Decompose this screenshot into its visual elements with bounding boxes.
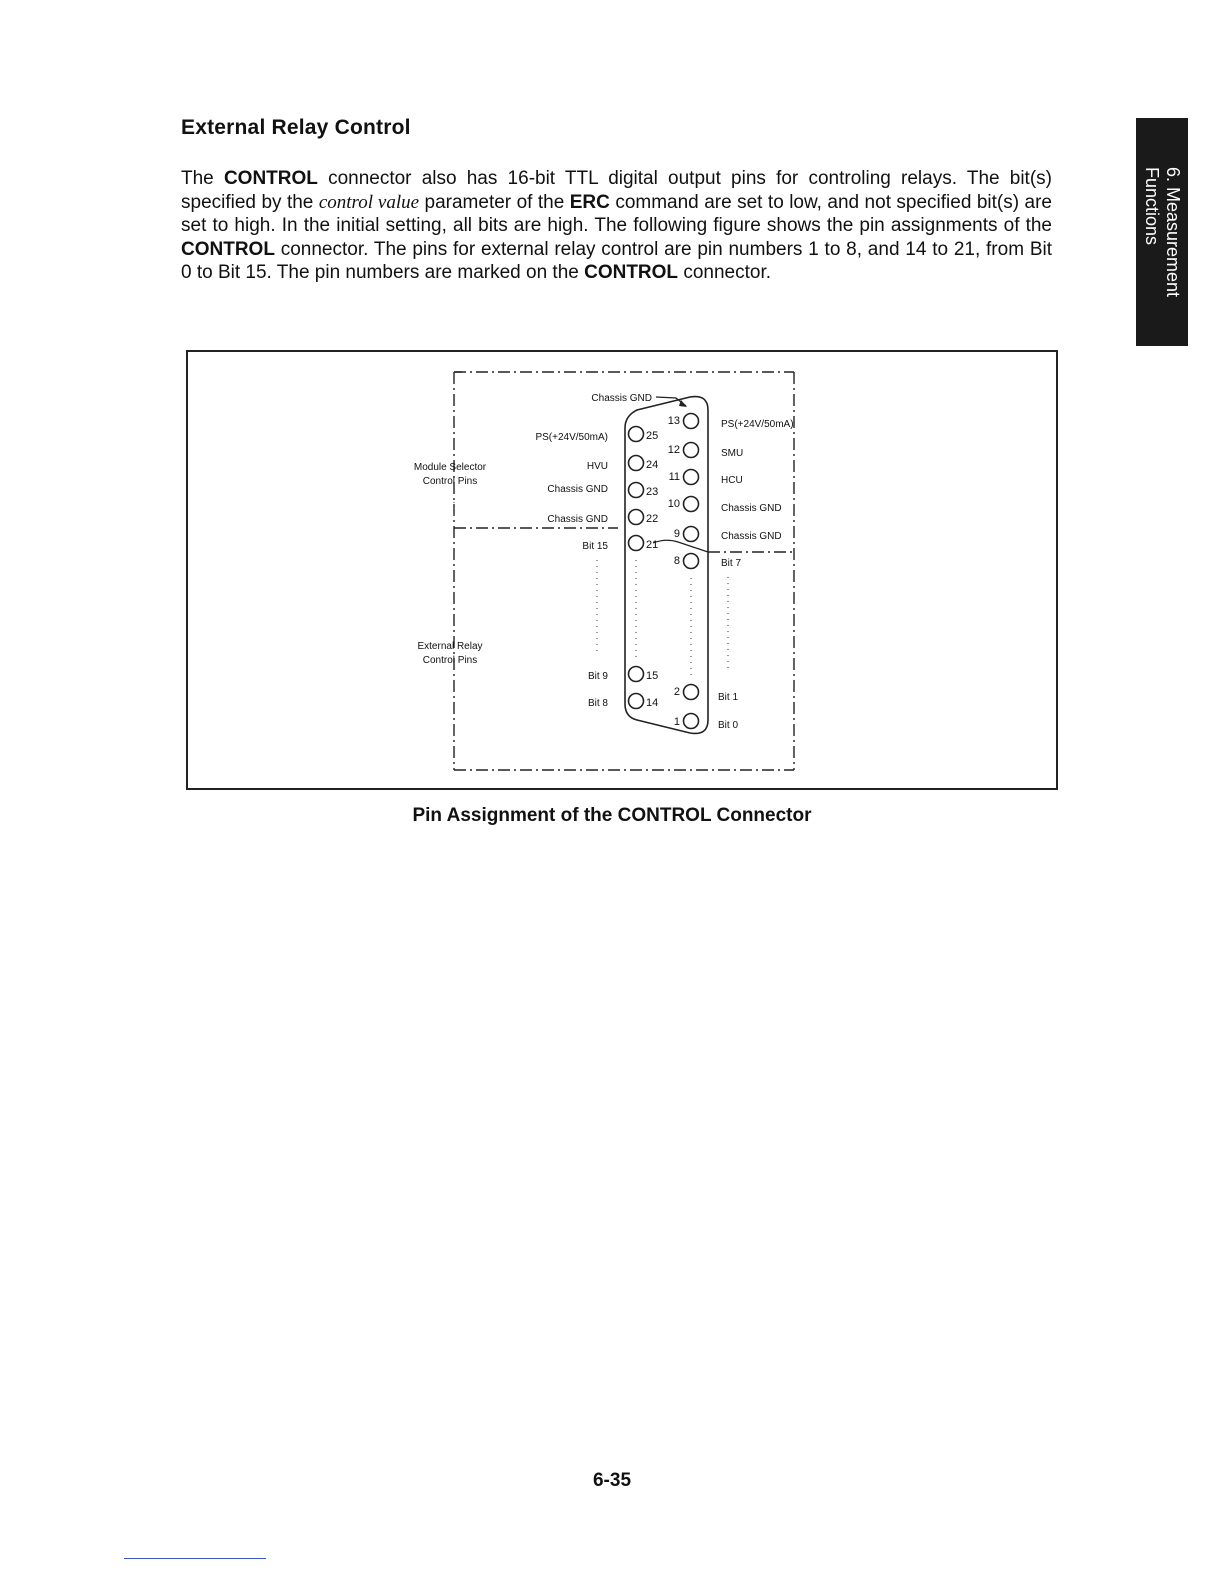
- pin-number-9: 9: [673, 528, 680, 540]
- label-chassis-gnd-top: Chassis GND: [591, 393, 652, 404]
- right-signal-labels: [718, 419, 794, 731]
- pin-9: [684, 527, 699, 542]
- pin-8: [684, 554, 699, 569]
- pin-number-14: 14: [646, 697, 659, 709]
- pin-number-15: 15: [646, 670, 659, 682]
- pin-1: [684, 714, 699, 729]
- pin-number-13: 13: [667, 415, 680, 427]
- page-number: 6-35: [592, 1470, 632, 1491]
- pin-21: [629, 536, 644, 551]
- pin-number-10: 10: [667, 498, 680, 510]
- pin-11: [684, 470, 699, 485]
- label-module-selector-2: Control Pins: [422, 476, 478, 487]
- para-bold-control-1: CONTROL: [223, 168, 318, 189]
- para-text-5: connector. The pins for external relay control are pin numbers 1 to 8, and 14 to 21, from Bit 0 to Bit 15. The pin numbers are marked on the: [181, 238, 1052, 283]
- intro-paragraph: [181, 167, 1052, 285]
- figure-frame: [186, 350, 1058, 790]
- label-ps-right: PS(+24V/50mA): [721, 419, 794, 430]
- para-text-3: parameter of the: [419, 191, 570, 213]
- pin-number-12: 12: [667, 444, 680, 456]
- group-labels: [414, 462, 487, 666]
- label-bit1: Bit 1: [718, 692, 739, 703]
- section-heading: External Relay Control: [181, 116, 411, 139]
- para-text-2: connector also has 16-bit TTL digital output pins for controling relays. The bit(s) specified by the: [181, 168, 1052, 213]
- label-chassis-gnd-23: Chassis GND: [547, 484, 608, 495]
- para-bold-control-3: CONTROL: [584, 262, 679, 283]
- connector-shell: [625, 397, 708, 734]
- para-italic-control-value: control value: [318, 191, 420, 213]
- right-pins: [684, 414, 699, 729]
- divider-crossover: [653, 540, 708, 552]
- para-text-4: command are set to low, and not specified bit(s) are set to high. In the initial setting, all bits are high. The following figure shows the pin assignments of the: [181, 191, 1052, 236]
- pin-15: [629, 667, 644, 682]
- pin-numbers: [646, 415, 680, 728]
- pin-2: [684, 685, 699, 700]
- label-chassis-gnd-9: Chassis GND: [721, 531, 782, 542]
- label-bit9: Bit 9: [587, 671, 608, 682]
- label-hvu: HVU: [586, 461, 608, 472]
- chapter-tab-line1: 6. Measurement: [1163, 166, 1183, 298]
- pin-10: [684, 497, 699, 512]
- pin-25: [629, 427, 644, 442]
- label-bit7: Bit 7: [721, 558, 742, 569]
- pin-number-25: 25: [646, 430, 659, 442]
- pin-12: [684, 443, 699, 458]
- label-chassis-gnd-22: Chassis GND: [547, 514, 608, 525]
- pin-24: [629, 456, 644, 471]
- pin-22: [629, 510, 644, 525]
- left-pins: [629, 427, 644, 709]
- figure-caption: Pin Assignment of the CONTROL Connector: [412, 805, 812, 826]
- label-bit8: Bit 8: [587, 698, 608, 709]
- para-bold-control-2: CONTROL: [181, 238, 275, 260]
- pin-number-1: 1: [673, 716, 680, 728]
- label-ps-left: PS(+24V/50mA): [535, 432, 608, 443]
- pin-23: [629, 483, 644, 498]
- label-external-relay-2: Control Pins: [422, 655, 478, 666]
- pin-13: [684, 414, 699, 429]
- enclosure-lines: [454, 372, 794, 770]
- pin-number-2: 2: [673, 686, 680, 698]
- chapter-side-tab: [1136, 118, 1188, 346]
- chapter-tab-line2: Functions: [1142, 166, 1162, 246]
- pin-number-23: 23: [646, 486, 659, 498]
- label-bit15: Bit 15: [582, 541, 608, 552]
- pin-14: [629, 694, 644, 709]
- connector-diagram: [188, 352, 1056, 788]
- pin-number-21: 21: [646, 539, 659, 551]
- pin-number-24: 24: [646, 459, 659, 471]
- label-module-selector-1: Module Selector: [413, 462, 487, 473]
- para-text-6: connector.: [678, 262, 771, 283]
- para-text-1: The: [181, 168, 224, 189]
- label-external-relay-1: External Relay: [417, 641, 483, 652]
- para-bold-erc: ERC: [569, 191, 610, 213]
- chapter-side-tab-label: [1141, 167, 1183, 297]
- footer-rule: [124, 1558, 266, 1559]
- pin-number-22: 22: [646, 513, 659, 525]
- pin-number-8: 8: [673, 555, 680, 567]
- label-smu: SMU: [721, 448, 744, 459]
- label-chassis-gnd-10: Chassis GND: [721, 503, 782, 514]
- label-hcu: HCU: [721, 475, 743, 486]
- pin-number-11: 11: [668, 471, 680, 483]
- label-bit0: Bit 0: [718, 720, 739, 731]
